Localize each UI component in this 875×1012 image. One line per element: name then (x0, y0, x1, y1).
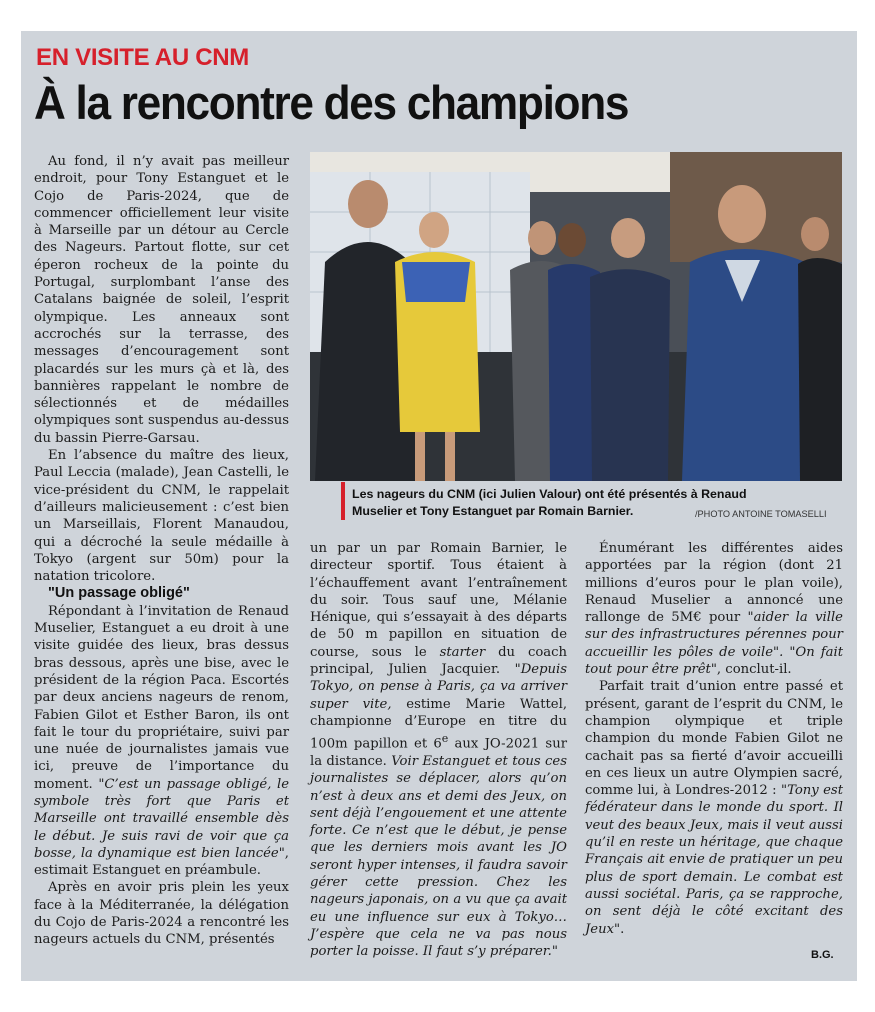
author-signature: B.G. (811, 949, 834, 961)
text-run: aux JO-2021 sur la distance. (310, 736, 567, 769)
quote: "Depuis Tokyo, on pense à Paris, ça va arriver super vite, (310, 662, 567, 712)
text-run: un par un par Romain Barnier, le directeur sportif. Tous étaient à l’échauffement avant l’entraînement du soir. Tous sauf une, Mélanie Hénique, qui s’essayait à des départs de 50 m papillon en situation de course, sous le (310, 541, 567, 660)
subheading: "Un passage obligé" (48, 585, 190, 602)
article-column-3 (585, 540, 843, 938)
photo-caption: Les nageurs du CNM (ici Julien Valour) ont été présentés à Renaud Muselier et Tony Estanguet par Romain Barnier. (352, 487, 747, 518)
text-run: Parfait trait d’union entre passé et présent, garant de l’esprit du CNM, le champion olympique et triple champion du monde Fabien Gilot ne cachait pas sa fierté d’avoir accueilli en ces lieux un autre Olympien sacré, comme lui, à Londres-2012 : (585, 679, 843, 799)
quote: "C’est un passage obligé, le symbole très fort que Paris et Marseille ont travaillé ensemble dès le début. Je suis ravi de voir que ça bosse, la dynamique est bien lancée" (34, 776, 289, 861)
paragraph (585, 678, 843, 937)
article-column-2 (310, 540, 567, 961)
article-photo (310, 152, 842, 481)
article-column-1 (34, 153, 289, 949)
paragraph: En l’absence du maître des lieux, Paul Leccia (malade), Jean Castelli, le vice-président du CNM, le rappelait d’ailleurs malicieusement : c’est bien un Marseillais, Florent Manaudou, qui a décroché la seule médaille à Tokyo (argent sur 50m) pour la natation tricolore. (34, 448, 289, 585)
quote: "Tony est fédérateur dans le monde du sport. Il veut des beaux Jeux, mais il veut aussi qu’il en reste un héritage, que chaque Français ait envie de pratiquer un peu plus de sport demain. Le combat est aussi sociétal. Paris, ça se rapproche, on sent déjà le côté excitant des Jeux" (585, 783, 843, 937)
photo-credit: /PHOTO ANTOINE TOMASELLI (695, 509, 827, 519)
article-panel (21, 31, 857, 981)
paragraph: Au fond, il n’y avait pas meilleur endroit, pour Tony Estanguet et le Cojo de Paris-2024, que de commencer officiellement leur visite à Marseille par un détour au Cercle des Nageurs. Partout flotte, sur cet éperon rocheux de la pointe du Portugal, surplombant l’anse des Catalans baignée de soleil, l’esprit olympique. Les anneaux sont accrochés sur la terrasse, des messages d’encouragement sont placardés sur les murs çà et là, des bannières rappelant le nombre de sélectionnés et de médailles olympiques sont suspendus au-dessus du bassin Pierre-Garsau. (34, 154, 289, 446)
paragraph (34, 603, 289, 880)
text-run: du coach principal, Julien Jacquier. (310, 644, 568, 678)
text-run: estime Marie Wattel, championne d’Europe en titre du 100m papillon et 6 (310, 696, 568, 752)
quote: Voir Estanguet et tous ces journalistes se déplacer, alors qu’on n’est à deux ans et demi des Jeux, on sent déjà l’engouement et une attente forte. Ce n’est que le début, je pense que les derniers mois avant les JO seront hyper intenses, il faudra savoir gérer cette pression. Chez les nageurs japonais, on a vu que ça avait eu une influence sur eux à Tokyo… J’espère que cela ne va pas nous porter la poisse. Il faut s’y préparer." (310, 753, 567, 960)
paragraph (310, 540, 567, 961)
headline: À la rencontre des champions (34, 76, 629, 129)
text-run: , conclut-il. (716, 662, 792, 678)
text-run: Énumérant les différentes aides apportées par la région (dont 21 millions d’euros pour le plan voile), Renaud Muselier a annoncé une rallonge de 5M€ pour (585, 541, 843, 626)
italic-word: starter (439, 644, 486, 660)
paragraph: Après en avoir pris plein les yeux face à la Méditerranée, la délégation du Cojo de Paris-2024 a rencontré les nageurs actuels du CNM, présentés (34, 880, 289, 948)
superscript: e (441, 732, 449, 746)
section-kicker: EN VISITE AU CNM (36, 44, 249, 71)
text-run: . (620, 921, 625, 937)
text-run: Répondant à l’invitation de Renaud Muselier, Estanguet a eu droit à une visite guidée des lieux, bras dessus bras dessous, après une bise, avec le président de la région Paca. Escortés par deux anciens nageurs de renom, Fabien Gilot et Esther Baron, ils ont fait le tour du propriétaire, suivi par une nuée de journalistes jamais vue ici, preuve de l’importance du moment. (34, 603, 289, 792)
quote: "aider la ville sur des infrastructures pérennes pour accueillir les pôles de voile". "On fait tout pour être prêt" (585, 610, 843, 678)
photo-illustration (310, 152, 842, 481)
text-run: , estimait Estanguet en préambule. (34, 845, 289, 879)
caption-accent-bar (341, 482, 345, 520)
paragraph (585, 540, 843, 678)
